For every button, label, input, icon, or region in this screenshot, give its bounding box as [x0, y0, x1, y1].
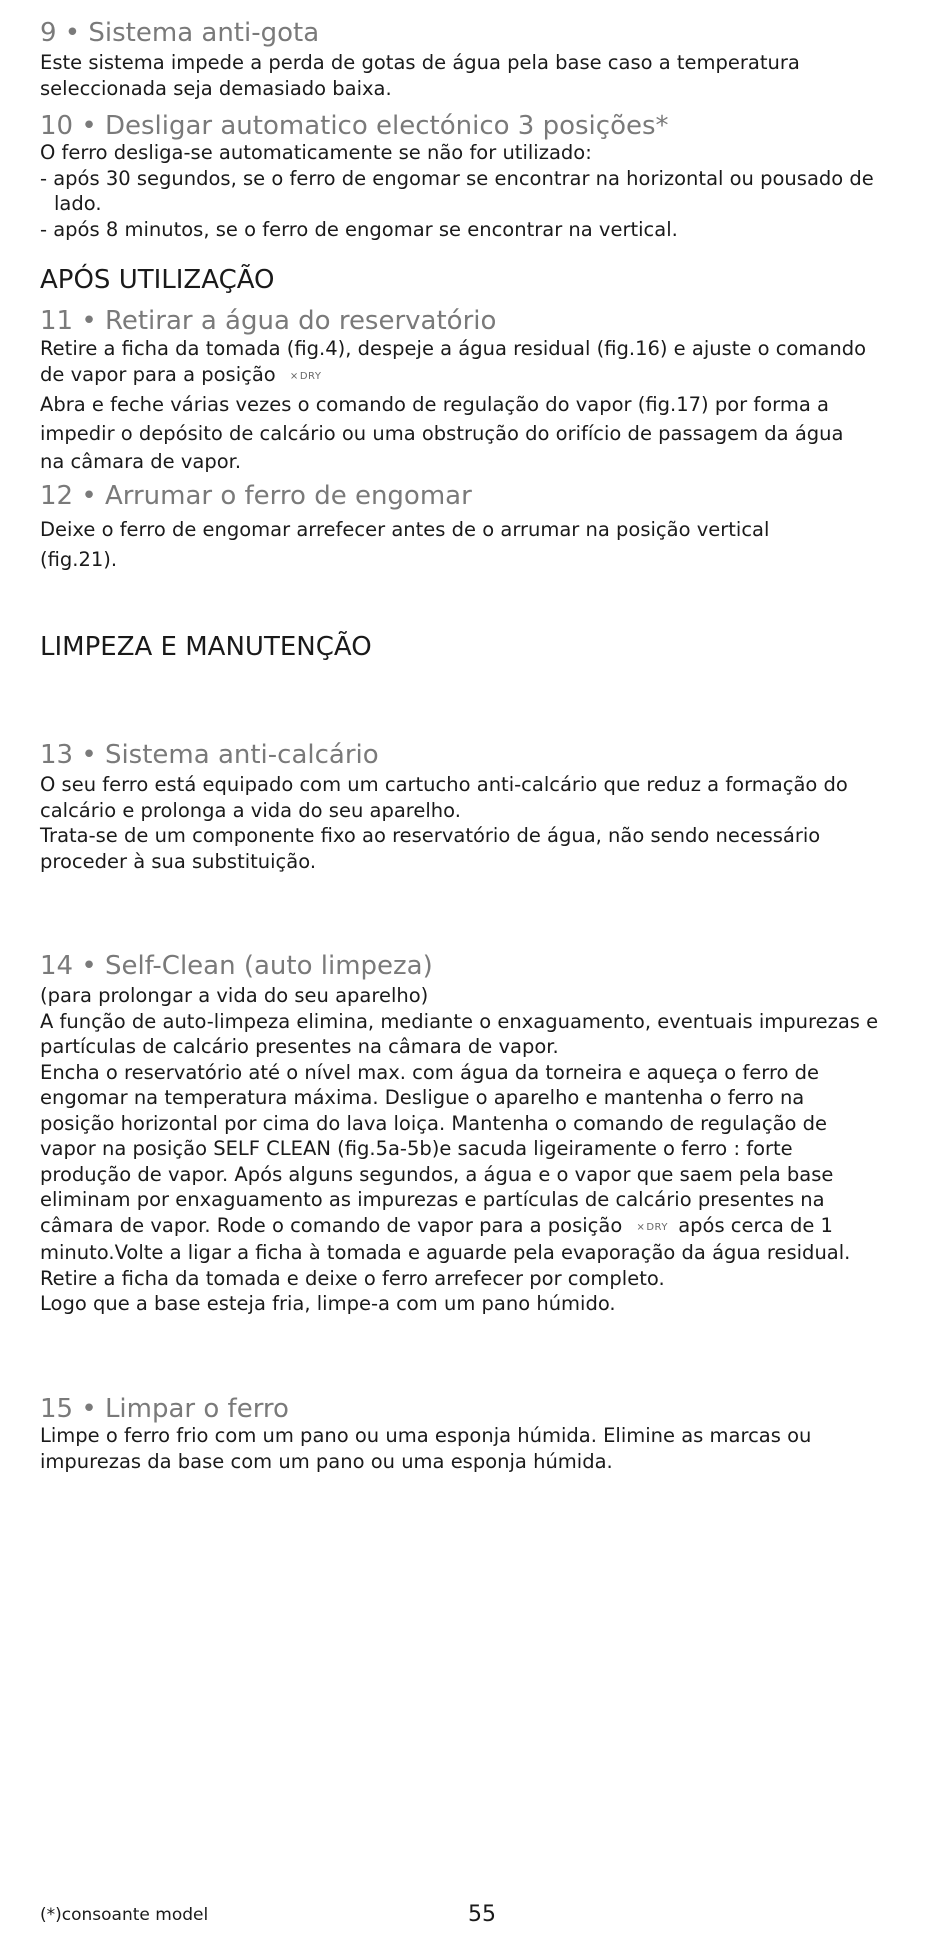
section-14-line-9: eliminam por enxaguamento as impurezas e partículas de calcário presentes na [40, 1188, 825, 1211]
dry-position-symbol [290, 364, 322, 390]
footnote: (*)consoante model [40, 1905, 209, 1925]
section-14-line-7: vapor na posição SELF CLEAN (fig.5a-5b)e sacuda ligeiramente o ferro : forte [40, 1137, 793, 1160]
section-10-body [40, 140, 920, 242]
section-11-title: 11 • Retirar a água do reservatório [40, 306, 497, 336]
section-11-line-2-text: de vapor para a posição [40, 362, 276, 386]
section-9-line-2: seleccionada seja demasiado baixa. [40, 76, 392, 100]
section-11-line-5: na câmara de vapor. [40, 450, 242, 473]
section-14-line-6: posição horizontal por cima do lava loiça. Mantenha o comando de regulação de [40, 1111, 828, 1135]
section-12-body [40, 517, 920, 572]
section-9-body [40, 50, 920, 101]
section-12-title: 12 • Arrumar o ferro de engomar [40, 481, 472, 511]
section-13-line-4: proceder à sua substituição. [40, 849, 317, 873]
section-11-line-4: impedir o depósito de calcário ou uma obstrução do orifício de passagem da água [40, 421, 844, 445]
page-number: 55 [468, 1902, 496, 1927]
section-15-body [40, 1423, 920, 1474]
after-use-heading: APÓS UTILIZAÇÃO [40, 265, 275, 295]
section-13-title: 13 • Sistema anti-calcário [40, 740, 379, 770]
section-10-line-3: lado. [54, 192, 102, 215]
section-11-line-3: Abra e feche várias vezes o comando de regulação do vapor (fig.17) por forma a [40, 393, 829, 416]
section-15-line-2: impurezas da base com um pano ou uma esponja húmida. [40, 1449, 613, 1473]
section-13-line-3: Trata-se de um componente fixo ao reservatório de água, não sendo necessário [40, 824, 821, 847]
dry-label: DRY [646, 1221, 668, 1233]
section-14-line-3: partículas de calcário presentes na câmara de vapor. [40, 1035, 559, 1058]
section-14-line-8: produção de vapor. Após alguns segundos, a água e o vapor que saem pela base [40, 1162, 834, 1186]
section-14-line-11: minuto.Volte a ligar a ficha à tomada e aguarde pela evaporação da água residual. [40, 1241, 851, 1264]
section-14-line-2: A função de auto-limpeza elimina, mediante o enxaguamento, eventuais impurezas e [40, 1009, 879, 1033]
cleaning-heading: LIMPEZA E MANUTENÇÃO [40, 632, 372, 662]
section-15-line-1: Limpe o ferro frio com um pano ou uma esponja húmida. Elimine as marcas ou [40, 1424, 812, 1447]
section-15-title: 15 • Limpar o ferro [40, 1394, 289, 1424]
section-9-line-1: Este sistema impede a perda de gotas de água pela base caso a temperatura [40, 51, 800, 74]
section-11-line-1: Retire a ficha da tomada (fig.4), despeje a água residual (fig.16) e ajuste o comando [40, 337, 866, 360]
section-10-title: 10 • Desligar automatico electónico 3 posições* [40, 111, 669, 141]
section-14-line-1: (para prolongar a vida do seu aparelho) [40, 984, 429, 1007]
section-14-line-10 [40, 1213, 920, 1241]
section-11-body [40, 336, 920, 475]
section-11-line-2 [40, 362, 920, 390]
section-14-line-13: Logo que a base esteja fria, limpe-a com um pano húmido. [40, 1292, 616, 1315]
section-13-line-2: calcário e prolonga a vida do seu aparelho. [40, 798, 461, 822]
section-13-line-1: O seu ferro está equipado com um cartucho anti-calcário que reduz a formação do [40, 773, 848, 796]
section-14-body [40, 983, 920, 1317]
section-14-line-10-end: após cerca de 1 [678, 1213, 833, 1237]
dry-position-symbol [636, 1215, 668, 1241]
section-10-line-2: - após 30 segundos, se o ferro de engomar se encontrar na horizontal ou pousado de [40, 166, 874, 190]
section-10-line-4: - após 8 minutos, se o ferro de engomar se encontrar na vertical. [40, 217, 678, 241]
section-12-line-1: Deixe o ferro de engomar arrefecer antes de o arrumar na posição vertical [40, 518, 770, 541]
section-14-line-12: Retire a ficha da tomada e deixe o ferro arrefecer por completo. [40, 1266, 665, 1290]
steam-off-icon: ⨯ [636, 1221, 646, 1233]
section-14-title: 14 • Self-Clean (auto limpeza) [40, 951, 433, 981]
dry-label: DRY [299, 370, 322, 382]
section-14-line-5: engomar na temperatura máxima. Desligue o aparelho e mantenha o ferro na [40, 1086, 805, 1109]
section-12-line-2: (fig.21). [40, 547, 118, 571]
steam-off-icon: ⨯ [289, 370, 299, 382]
section-14-line-4: Encha o reservatório até o nível max. com água da torneira e aqueça o ferro de [40, 1060, 820, 1084]
section-9-title: 9 • Sistema anti-gota [40, 18, 320, 48]
section-14-line-10-start: câmara de vapor. Rode o comando de vapor para a posição [40, 1213, 623, 1237]
section-10-line-1: O ferro desliga-se automaticamente se não for utilizado: [40, 141, 592, 164]
section-13-body [40, 772, 920, 874]
